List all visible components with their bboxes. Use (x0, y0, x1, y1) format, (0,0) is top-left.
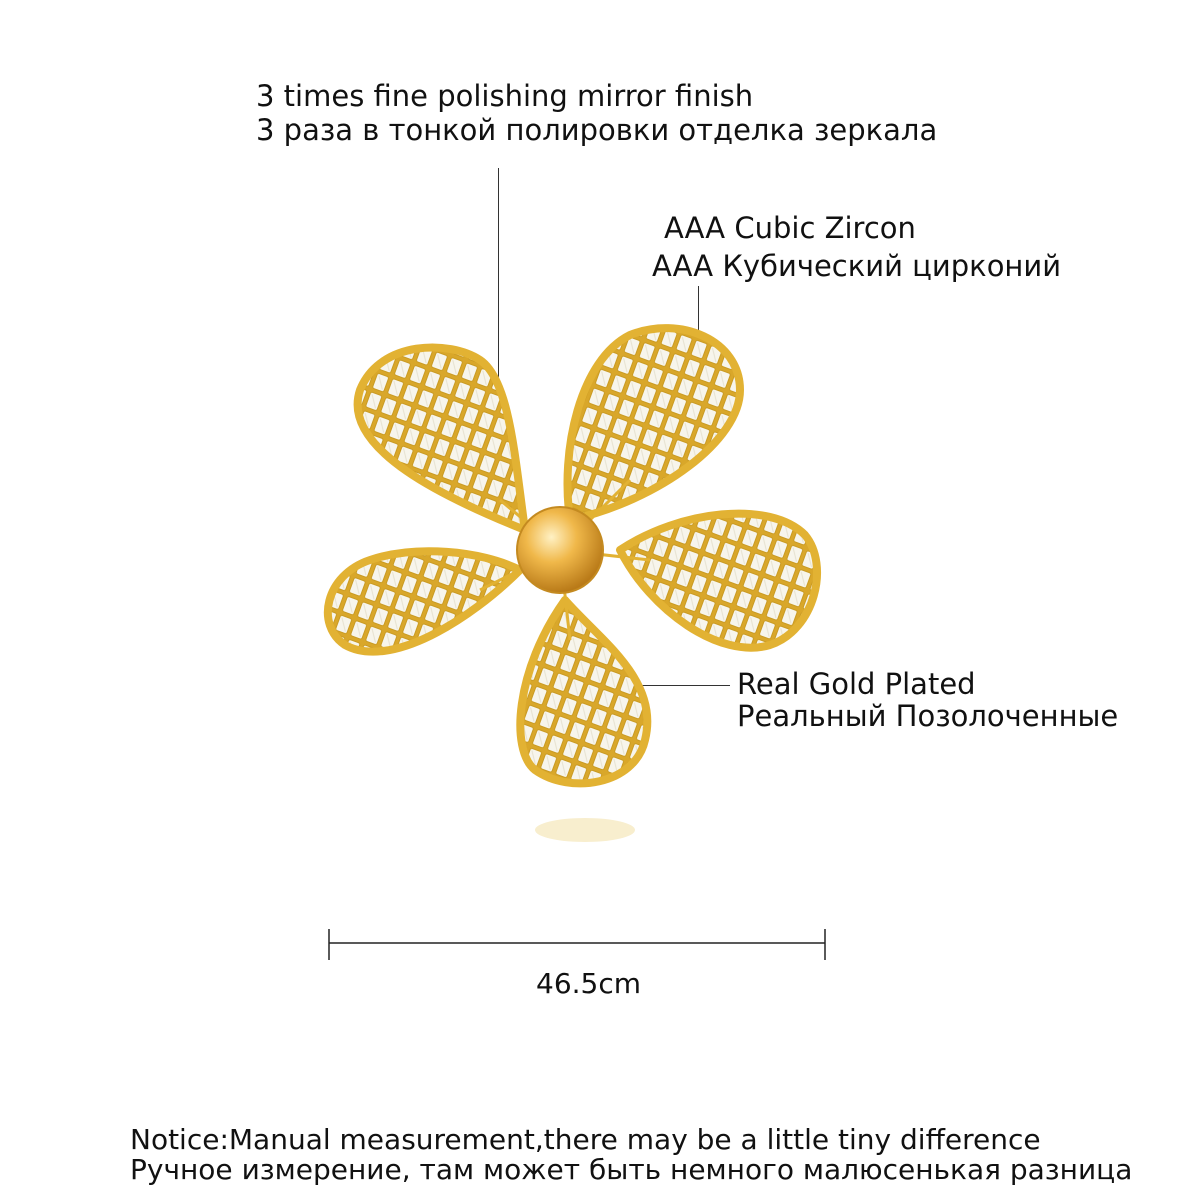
pearl-center (517, 507, 603, 593)
notice-en: Notice:Manual measurement,there may be a little tiny difference (130, 1123, 1041, 1156)
petal-top-right (568, 328, 741, 520)
polish-label-en: 3 times fine polishing mirror finish (256, 79, 754, 113)
dimension-scale (320, 920, 840, 970)
petal-right (620, 514, 817, 648)
zircon-label-en: AAA Cubic Zircon (664, 211, 916, 245)
dimension-value: 46.5cm (536, 967, 642, 1000)
gold-label-en: Real Gold Plated (737, 667, 976, 701)
petal-top-left (358, 348, 525, 530)
zircon-label-ru: AAA Кубический цирконий (652, 249, 1062, 283)
petal-bottom (520, 600, 647, 783)
petal-left (328, 551, 520, 651)
gold-label-ru: Реальный Позолоченные (737, 699, 1119, 733)
brooch-reflection (535, 818, 635, 842)
polish-label-ru: 3 раза в тонкой полировки отделка зеркала (256, 113, 938, 147)
notice-ru: Ручное измерение, там может быть немного малюсенькая разница (130, 1153, 1133, 1186)
flower-brooch-icon (300, 300, 860, 860)
